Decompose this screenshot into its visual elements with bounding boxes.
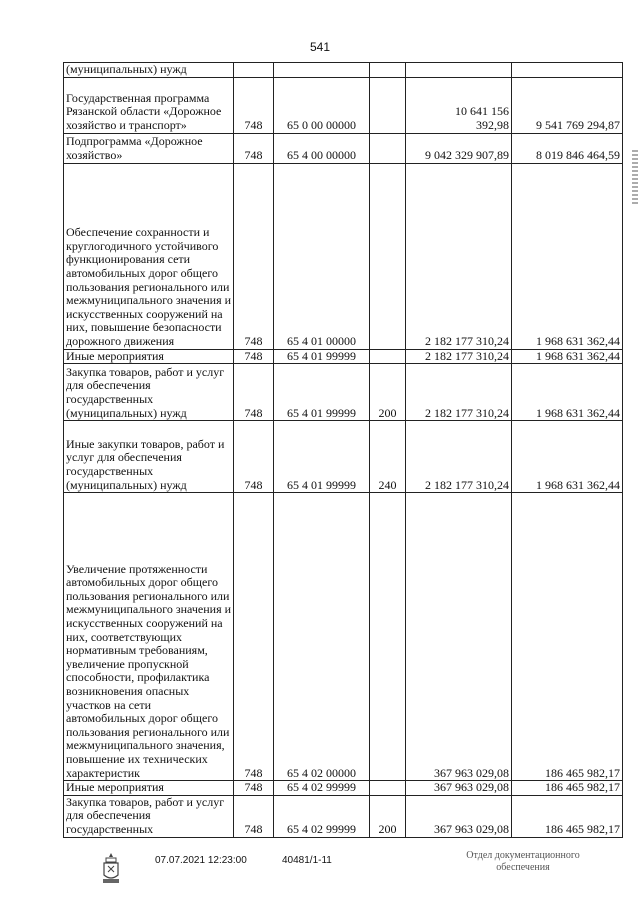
row-expense-type [370, 163, 406, 349]
table-row [64, 163, 623, 349]
row-amount-year1: 367 963 029,08 [406, 795, 512, 837]
row-expense-type [370, 493, 406, 781]
row-expense-type [370, 781, 406, 796]
row-ministry-code: 748 [234, 493, 274, 781]
stamp-line-2: обеспечения [496, 862, 550, 873]
row-expense-type [370, 349, 406, 364]
row-name: Иные мероприятия [64, 349, 234, 364]
scan-edge-mark [632, 150, 638, 205]
row-ministry-code: 748 [234, 421, 274, 493]
row-amount-year2: 186 465 982,17 [512, 493, 623, 781]
row-ministry-code [234, 63, 274, 78]
row-ministry-code: 748 [234, 364, 274, 421]
row-amount-year1: 2 182 177 310,24 [406, 349, 512, 364]
row-amount-year1: 367 963 029,08 [406, 493, 512, 781]
row-amount-year2: 9 541 769 294,87 [512, 77, 623, 133]
row-name: Увеличение протяженности автомобильных дорог общего пользования регионального или межмуниципального значения и искусственных сооружений на них, соответствующих нормативным требованиям, увеличение пропускной способности, профилактика возникновения опасных участков на сети автомобильных дорог общего пользования регионального или межмуниципального значения, повышение их технических характеристик [64, 493, 234, 781]
row-amount-year1: 367 963 029,08 [406, 781, 512, 796]
row-ministry-code: 748 [234, 133, 274, 163]
row-name: Государственная программа Рязанской области «Дорожное хозяйство и транспорт» [64, 77, 234, 133]
stamp-line-1: Отдел документационного [466, 850, 580, 861]
row-target-article: 65 4 01 99999 [274, 349, 370, 364]
row-target-article: 65 4 00 00000 [274, 133, 370, 163]
table-row [64, 781, 623, 796]
row-expense-type [370, 133, 406, 163]
row-amount-year1: 10 641 156 392,98 [406, 77, 512, 133]
row-amount-year2: 186 465 982,17 [512, 781, 623, 796]
row-ministry-code: 748 [234, 163, 274, 349]
table-row [64, 364, 623, 421]
row-amount-year1: 9 042 329 907,89 [406, 133, 512, 163]
row-expense-type [370, 63, 406, 78]
row-ministry-code: 748 [234, 77, 274, 133]
row-amount-year1: 2 182 177 310,24 [406, 163, 512, 349]
row-amount-year2: 1 968 631 362,44 [512, 421, 623, 493]
footer-doc-id: 40481/1-11 [282, 855, 332, 866]
row-amount-year2: 1 968 631 362,44 [512, 349, 623, 364]
row-amount-year2: 1 968 631 362,44 [512, 163, 623, 349]
table-row [64, 493, 623, 781]
row-amount-year2: 1 968 631 362,44 [512, 364, 623, 421]
coat-of-arms-icon [100, 851, 122, 885]
row-target-article: 65 4 02 99999 [274, 781, 370, 796]
table-row [64, 63, 623, 78]
row-name: Закупка товаров, работ и услуг для обеспечения государственных (муниципальных) нужд [64, 364, 234, 421]
row-amount-year1: 2 182 177 310,24 [406, 364, 512, 421]
row-amount-year2: 8 019 846 464,59 [512, 133, 623, 163]
row-target-article [274, 63, 370, 78]
row-name: Закупка товаров, работ и услуг для обеспечения государственных [64, 795, 234, 837]
table-row [64, 349, 623, 364]
row-amount-year1: 2 182 177 310,24 [406, 421, 512, 493]
row-expense-type [370, 77, 406, 133]
row-expense-type: 200 [370, 364, 406, 421]
row-target-article: 65 4 02 99999 [274, 795, 370, 837]
row-name: Обеспечение сохранности и круглогодичного устойчивого функционирования сети автомобильных дорог общего пользования регионального или межмуниципального значения и искусственных сооружений на них, повышение безопасности дорожного движения [64, 163, 234, 349]
row-expense-type: 200 [370, 795, 406, 837]
row-target-article: 65 4 02 00000 [274, 493, 370, 781]
footer-datetime: 07.07.2021 12:23:00 [155, 855, 247, 866]
row-name: Иные закупки товаров, работ и услуг для обеспечения государственных (муниципальных) нужд [64, 421, 234, 493]
row-amount-year2 [512, 63, 623, 78]
table-row [64, 795, 623, 837]
row-expense-type: 240 [370, 421, 406, 493]
table-row [64, 77, 623, 133]
row-target-article: 65 4 01 00000 [274, 163, 370, 349]
budget-table [63, 62, 623, 838]
department-stamp [448, 850, 598, 874]
row-ministry-code: 748 [234, 349, 274, 364]
row-amount-year1 [406, 63, 512, 78]
row-ministry-code: 748 [234, 795, 274, 837]
row-name: (муниципальных) нужд [64, 63, 234, 78]
row-amount-year2: 186 465 982,17 [512, 795, 623, 837]
row-name: Подпрограмма «Дорожное хозяйство» [64, 133, 234, 163]
table-row [64, 133, 623, 163]
page-number: 541 [309, 40, 331, 54]
row-ministry-code: 748 [234, 781, 274, 796]
row-target-article: 65 4 01 99999 [274, 421, 370, 493]
row-target-article: 65 0 00 00000 [274, 77, 370, 133]
row-target-article: 65 4 01 99999 [274, 364, 370, 421]
table-row [64, 421, 623, 493]
row-name: Иные мероприятия [64, 781, 234, 796]
